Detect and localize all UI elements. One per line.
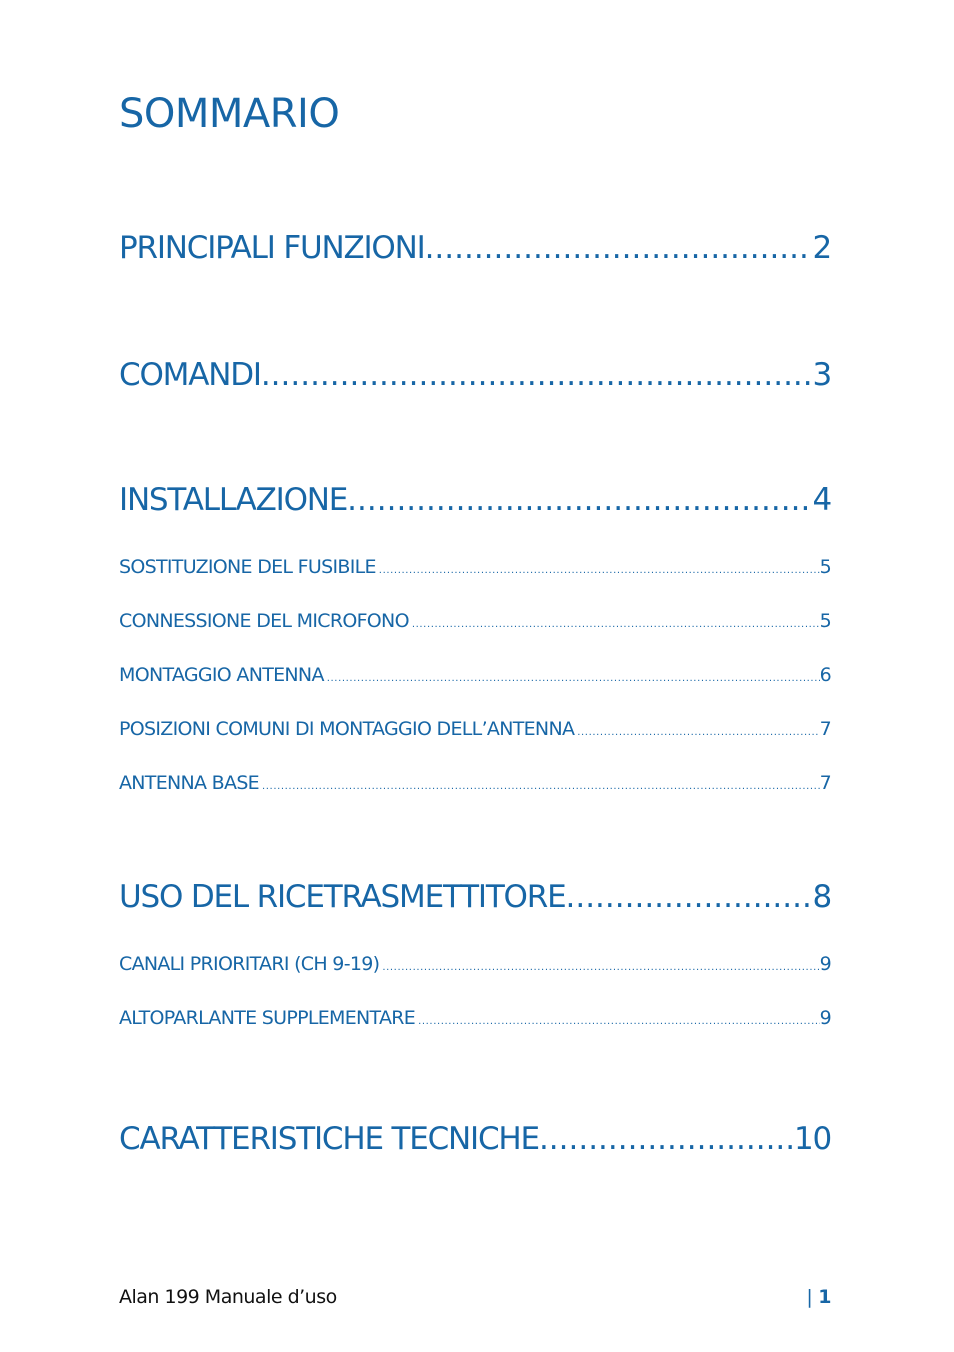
toc-entry-label: ANTENNA BASE	[119, 772, 259, 794]
toc-entry-comandi[interactable]	[119, 355, 831, 395]
dot-leader	[347, 480, 812, 520]
toc-entry-label: USO DEL RICETRASMETTITORE	[119, 879, 566, 915]
page-number: 1	[818, 1286, 831, 1308]
toc-page-number: 3	[812, 357, 831, 393]
dot-leader	[379, 955, 819, 981]
toc-page-number: 4	[812, 482, 831, 518]
toc-entry-antenna-base[interactable]	[119, 770, 831, 800]
dot-leader	[261, 355, 813, 395]
toc-entry-label: CARATTERISTICHE TECNICHE	[119, 1121, 539, 1157]
toc-page-number: 7	[819, 772, 831, 794]
folio	[806, 1284, 831, 1310]
toc-entry-label: CANALI PRIORITARI (CH 9-19)	[119, 953, 380, 975]
toc-entry-caratteristiche[interactable]	[119, 1119, 831, 1159]
toc-entry-sostituzione-fusibile[interactable]	[119, 554, 831, 584]
toc-entry-label: POSIZIONI COMUNI DI MONTAGGIO DELL’ANTENNA	[119, 718, 575, 740]
toc-entry-installazione[interactable]	[119, 480, 831, 520]
toc-page-number: 5	[819, 556, 831, 578]
dot-leader	[409, 612, 820, 638]
dot-leader	[259, 774, 820, 800]
folio-separator: |	[806, 1286, 813, 1308]
toc-entry-uso-ricetrasmettitore[interactable]	[119, 877, 831, 917]
page-title: SOMMARIO	[119, 91, 340, 137]
toc-entry-label: SOSTITUZIONE DEL FUSIBILE	[119, 556, 376, 578]
manual-title: Alan 199 Manuale d’uso	[119, 1286, 337, 1308]
toc-page-number: 7	[819, 718, 831, 740]
toc-page-number: 5	[819, 610, 831, 632]
dot-leader	[574, 720, 819, 746]
toc-page-number: 9	[819, 1007, 831, 1029]
toc-entry-connessione-microfono[interactable]	[119, 608, 831, 638]
dot-leader	[415, 1009, 820, 1035]
toc-page-number: 6	[819, 664, 831, 686]
dot-leader	[425, 228, 813, 268]
toc-page-number: 8	[812, 879, 831, 915]
toc-entry-principali-funzioni[interactable]	[119, 228, 831, 268]
toc-entry-posizioni-comuni[interactable]	[119, 716, 831, 746]
toc-page-number: 2	[812, 230, 831, 266]
dot-leader	[566, 877, 813, 917]
toc-entry-label: MONTAGGIO ANTENNA	[119, 664, 324, 686]
toc-entry-montaggio-antenna[interactable]	[119, 662, 831, 692]
toc-entry-label: PRINCIPALI FUNZIONI	[119, 230, 425, 266]
dot-leader	[324, 666, 820, 692]
toc-entry-canali-prioritari[interactable]	[119, 951, 831, 981]
toc-entry-label: ALTOPARLANTE SUPPLEMENTARE	[119, 1007, 416, 1029]
toc-entry-label: INSTALLAZIONE	[119, 482, 348, 518]
toc-page-number: 9	[819, 953, 831, 975]
toc-entry-altoparlante[interactable]	[119, 1005, 831, 1035]
dot-leader	[539, 1119, 794, 1159]
page-footer	[119, 1284, 831, 1310]
dot-leader	[376, 558, 820, 584]
toc-page-number: 10	[793, 1121, 831, 1157]
toc-entry-label: COMANDI	[119, 357, 261, 393]
toc-entry-label: CONNESSIONE DEL MICROFONO	[119, 610, 409, 632]
